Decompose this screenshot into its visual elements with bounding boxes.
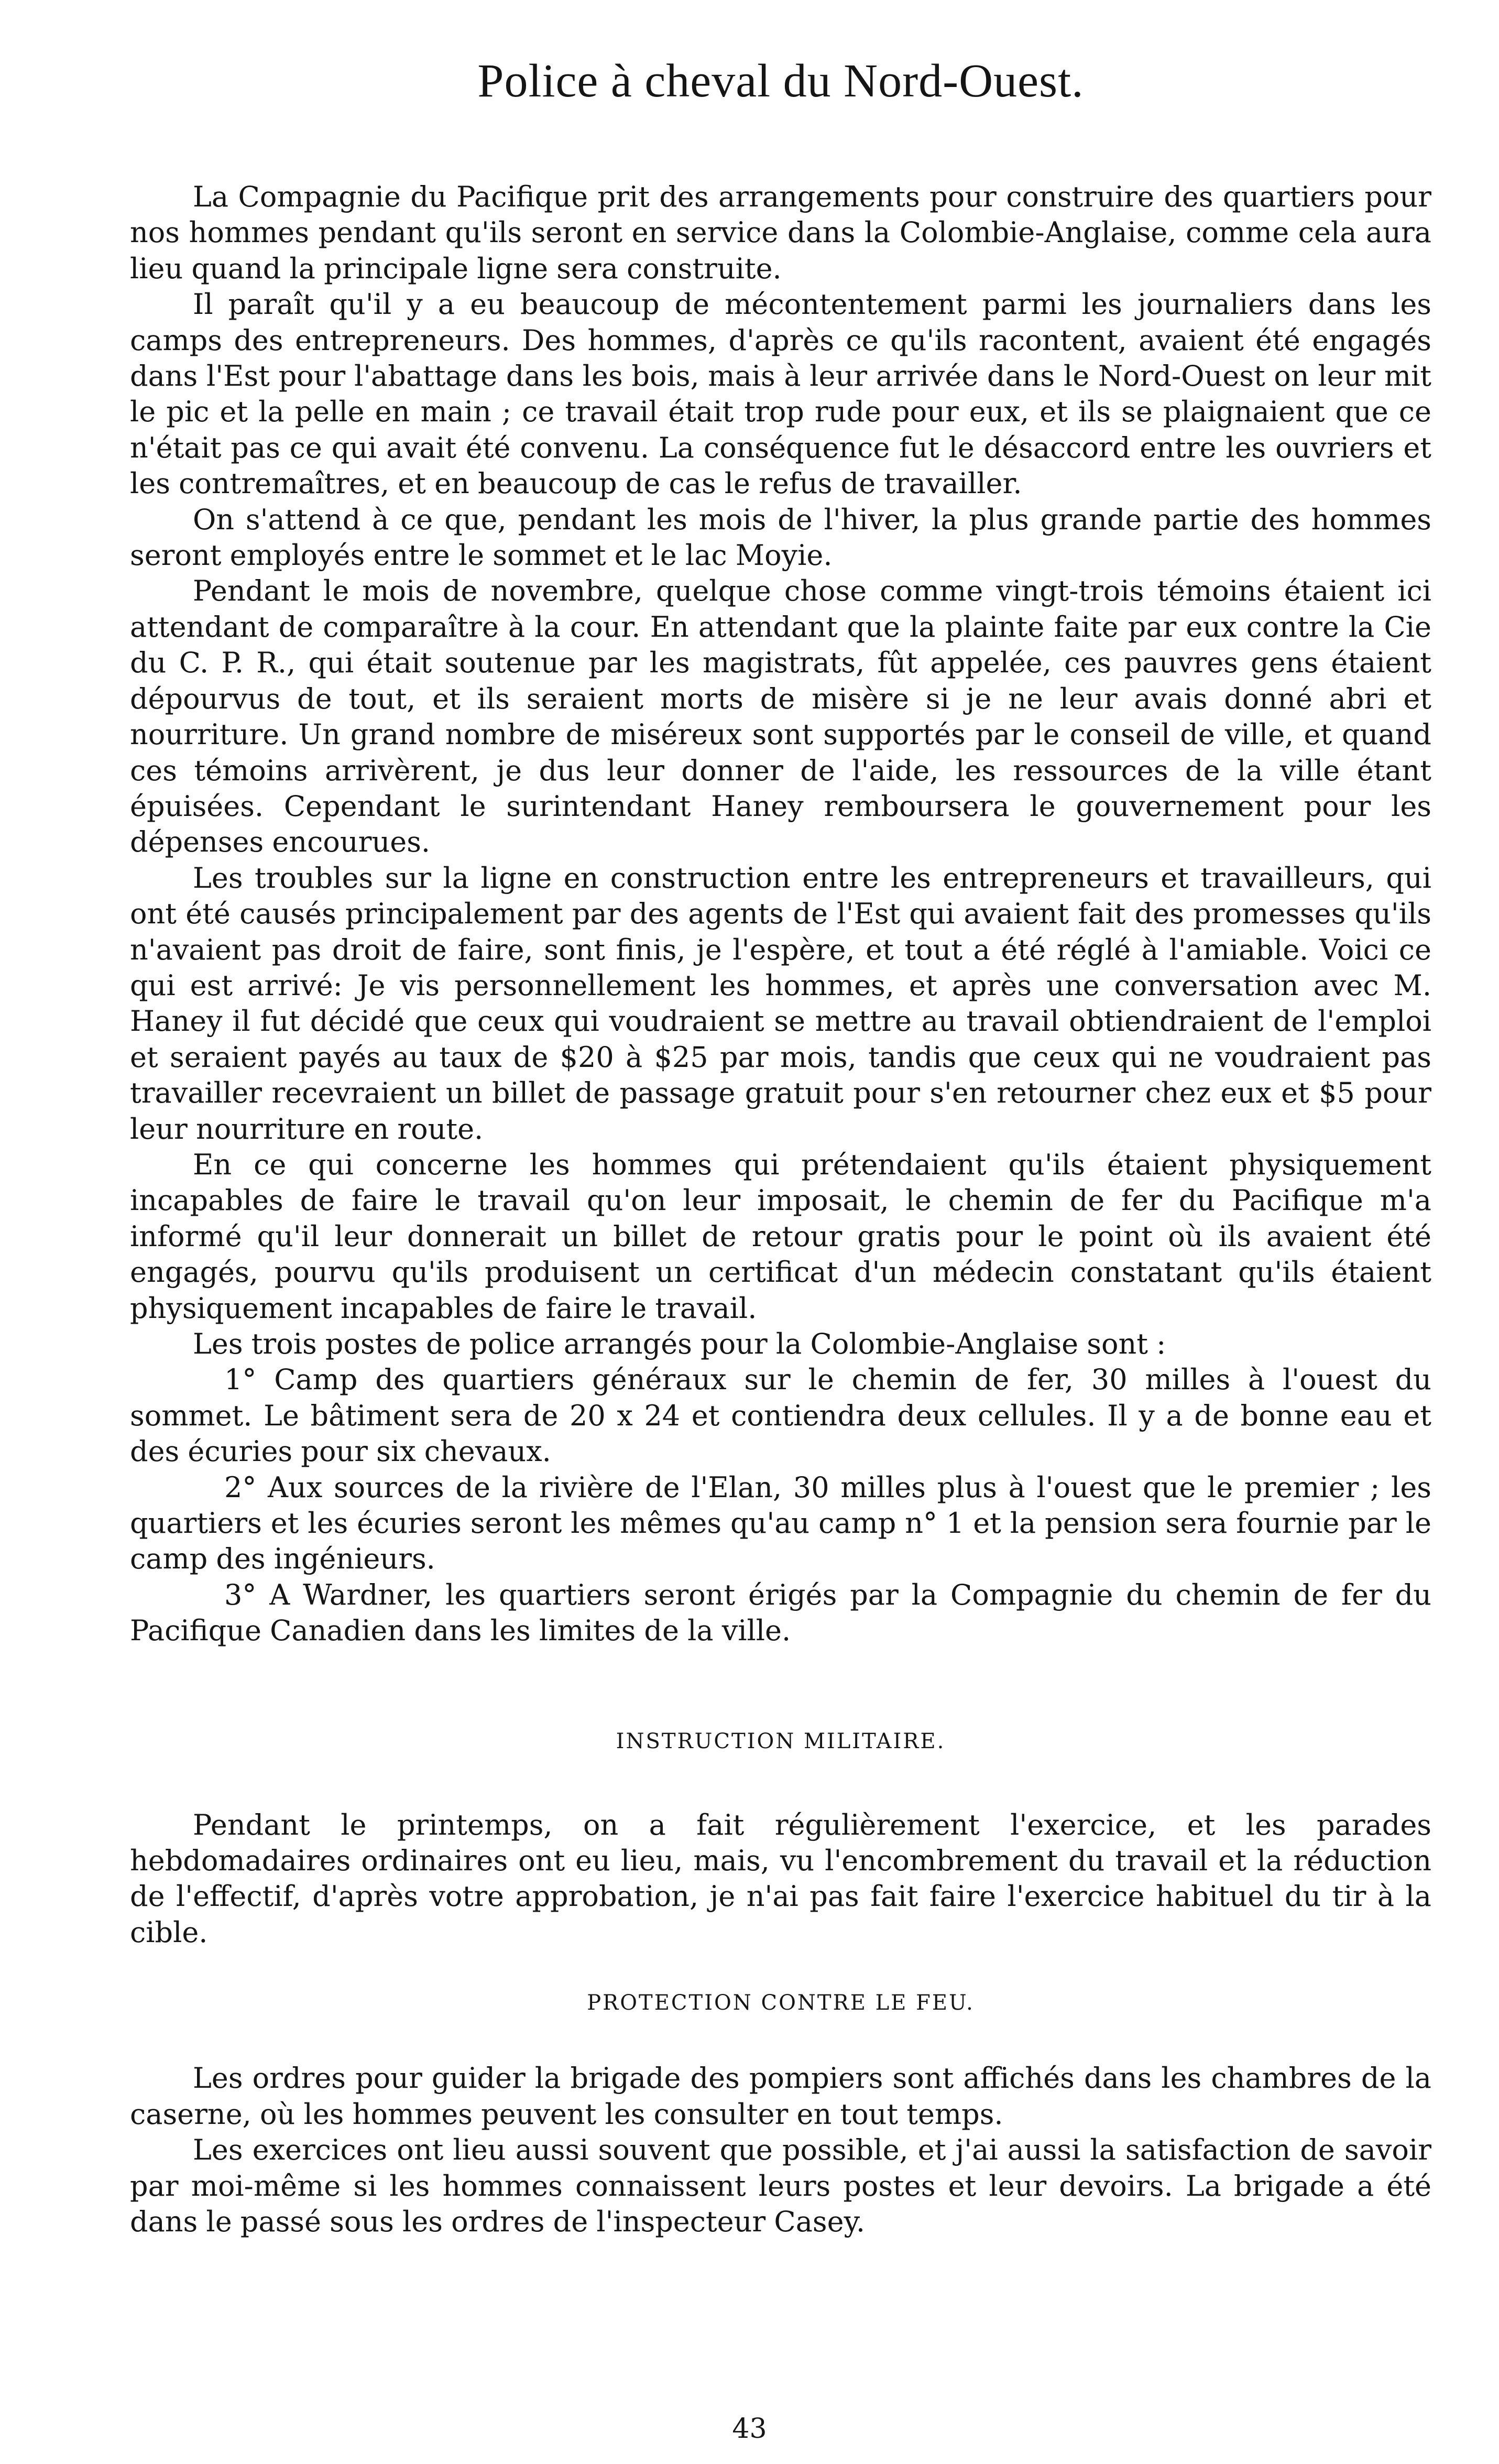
section-heading-protection-contre-le-feu: PROTECTION CONTRE LE FEU.	[587, 1991, 975, 2015]
section-instruction-militaire	[130, 1807, 1431, 1951]
paragraph: Les trois postes de police arrangés pour la Colombie-Anglaise sont :	[193, 1327, 1166, 1360]
main-text	[130, 179, 1431, 1362]
paragraph: Les exercices ont lieu aussi souvent que possible, et j'ai aussi la satisfaction de savoir par moi-même si les hommes connaissent leurs postes et leur devoirs. La brigade a été dans le passé sous les ordres de l'inspecteur Casey.	[130, 2133, 1431, 2238]
list-item: 3° A Wardner, les quartiers seront érigés par la Compagnie du chemin de fer du Pacifique Canadien dans les limites de la ville.	[130, 1578, 1431, 1648]
page-number: 43	[732, 2413, 767, 2445]
section-protection-contre-le-feu	[130, 2060, 1431, 2240]
paragraph: Pendant le printemps, on a fait régulièrement l'exercice, et les parades hebdomadaires ordinaires ont eu lieu, mais, vu l'encombrement du travail et la réduction de l'effectif, d'après votre approbation, je n'ai pas fait faire l'exercice habituel du tir à la cible.	[130, 1808, 1431, 1949]
document-page	[130, 52, 1431, 2240]
police-posts-list	[130, 1362, 1431, 1649]
paragraph: Pendant le mois de novembre, quelque chose comme vingt-trois témoins étaient ici attendant de comparaître à la cour. En attendant que la plainte faite par eux contre la Cie du C. P. R., qui était soutenue par les magistrats, fût appelée, ces pauvres gens étaient dépourvus de tout, et ils seraient morts de misère si je ne leur avais donné abri et nourriture. Un grand nombre de miséreux sont supportés par le conseil de ville, et quand ces témoins arrivèrent, je dus leur donner de l'aide, les ressources de la ville étant épuisées. Cependant le surintendant Haney remboursera le gouvernement pour les dépenses encourues.	[130, 574, 1431, 859]
paragraph: On s'attend à ce que, pendant les mois de l'hiver, la plus grande partie des hommes seront employés entre le sommet et le lac Moyie.	[130, 503, 1431, 572]
paragraph: Il paraît qu'il y a eu beaucoup de mécontentement parmi les journaliers dans les camps des entrepreneurs. Des hommes, d'après ce qu'ils racontent, avaient été engagés dans l'Est pour l'abattage dans les bois, mais à leur arrivée dans le Nord-Ouest on leur mit le pic et la pelle en main ; ce travail était trop rude pour eux, et ils se plaignaient que ce n'était pas ce qui avait été convenu. La conséquence fut le désaccord entre les ouvriers et les contremaîtres, et en beaucoup de cas le refus de travailler.	[130, 288, 1431, 500]
paragraph: Les troubles sur la ligne en construction entre les entrepreneurs et travailleurs, qui ont été causés principalement par des agents de l'Est qui avaient fait des promesses qu'ils n'avaient pas droit de faire, sont finis, je l'espère, et tout a été réglé à l'amiable. Voici ce qui est arrivé: Je vis personnellement les hommes, et après une conversation avec M. Haney il fut décidé que ceux qui voudraient se mettre au travail obtiendraient de l'emploi et seraient payés au taux de $20 à $25 par mois, tandis que ceux qui ne voudraient pas travailler recevraient un billet de passage gratuit pour s'en retourner chez eux et $5 pour leur nourriture en route.	[130, 861, 1431, 1146]
paragraph: La Compagnie du Pacifique prit des arrangements pour construire des quartiers pour nos hommes pendant qu'ils seront en service dans la Colombie-Anglaise, comme cela aura lieu quand la principale ligne sera construite.	[130, 180, 1431, 285]
list-item: 2° Aux sources de la rivière de l'Elan, 30 milles plus à l'ouest que le premier ; les quartiers et les écuries seront les mêmes qu'au camp n° 1 et la pension sera fournie par le camp des ingénieurs.	[130, 1470, 1431, 1576]
list-item: 1° Camp des quartiers généraux sur le chemin de fer, 30 milles à l'ouest du sommet. Le bâtiment sera de 20 x 24 et contiendra deux cellules. Il y a de bonne eau et des écuries pour six chevaux.	[130, 1363, 1431, 1468]
paragraph: Les ordres pour guider la brigade des pompiers sont affichés dans les chambres de la caserne, où les hommes peuvent les consulter en tout temps.	[130, 2062, 1431, 2131]
page-title: Police à cheval du Nord-Ouest.	[477, 55, 1084, 107]
paragraph: En ce qui concerne les hommes qui prétendaient qu'ils étaient physiquement incapables de faire le travail qu'on leur imposait, le chemin de fer du Pacifique m'a informé qu'il leur donnerait un billet de retour gratis pour le point où ils avaient été engagés, pourvu qu'ils produisent un certificat d'un médecin constatant qu'ils étaient physiquement incapables de faire le travail.	[130, 1148, 1431, 1325]
section-heading-instruction-militaire: INSTRUCTION MILITAIRE.	[616, 1729, 946, 1753]
